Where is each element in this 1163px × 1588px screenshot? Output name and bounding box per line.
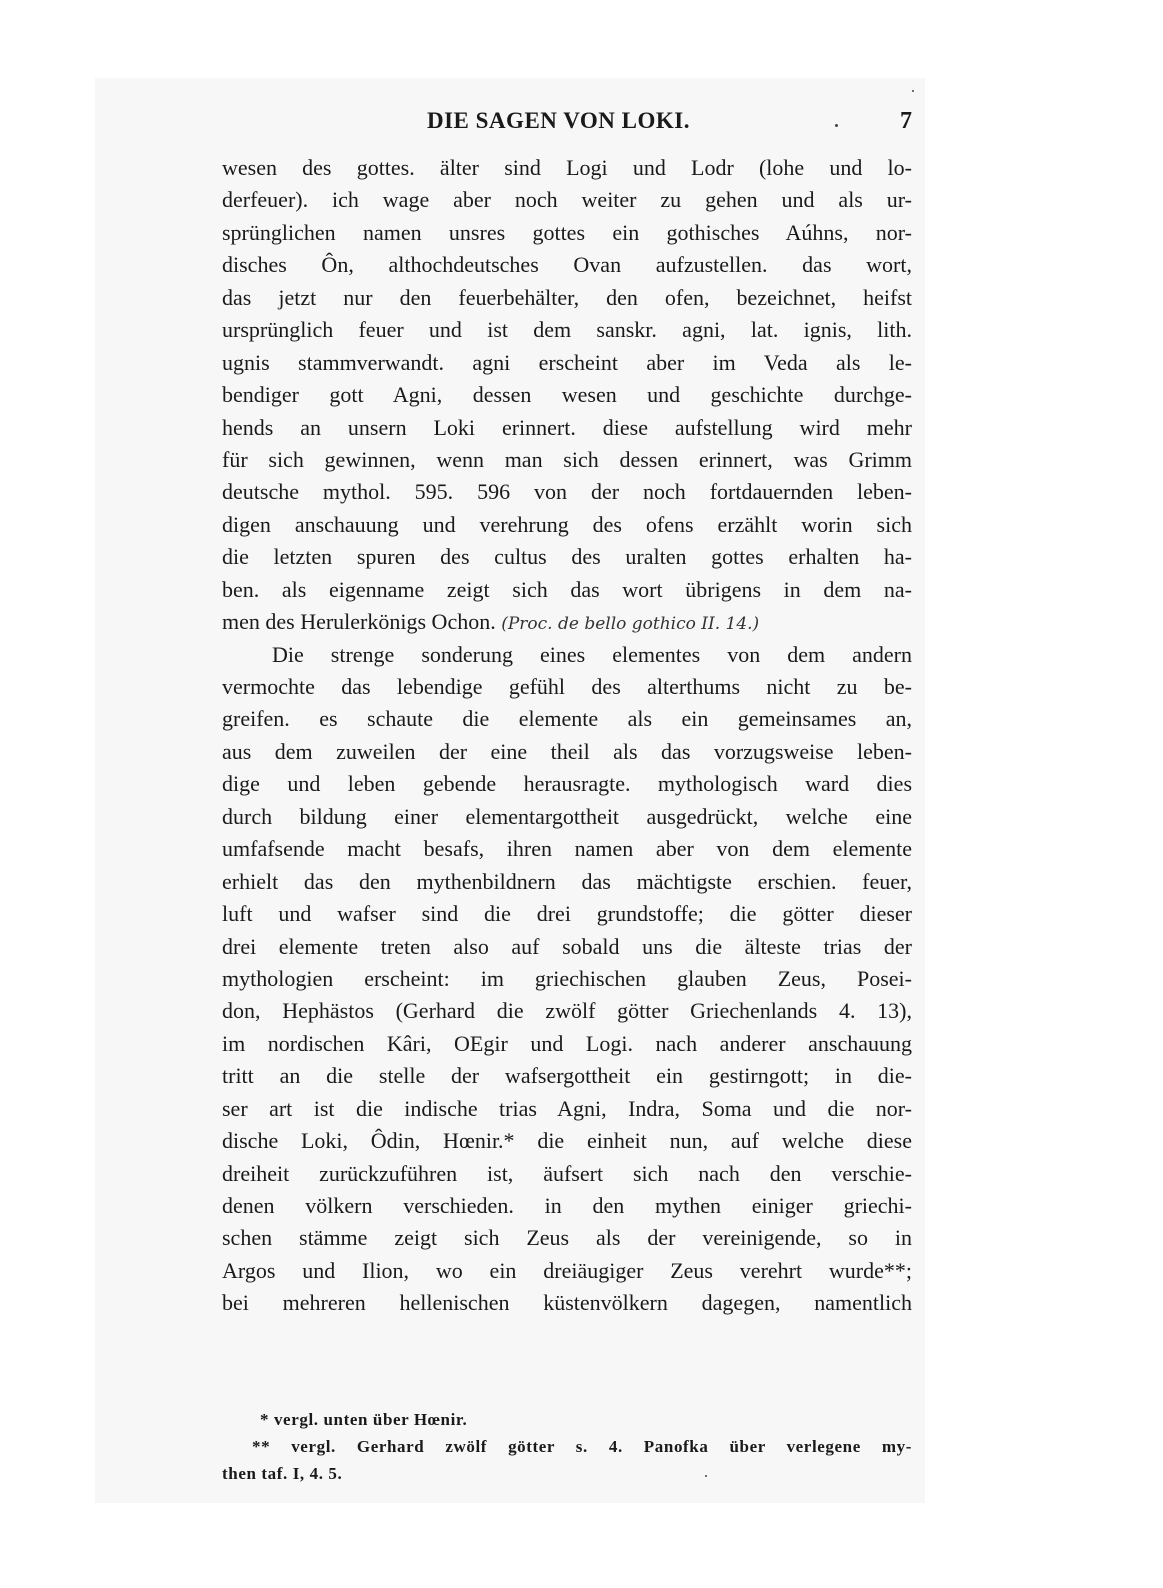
handwritten-note: (Proc. de bello gothico II. 14.) [501, 614, 760, 635]
text-line: erhielt das den mythenbildnern das mächtigste erschien. feuer, [222, 868, 912, 894]
page-header [222, 108, 912, 148]
text-line: derfeuer). ich wage aber noch weiter zu gehen und als ur- [222, 187, 912, 213]
text-line: ser art ist die indische trias Agni, Indra, Soma und die nor- [222, 1095, 912, 1121]
text-line: ugnis stammverwandt. agni erscheint aber im Veda als le- [222, 349, 912, 375]
page-number: 7 [900, 108, 912, 134]
paragraph-end-line [222, 606, 912, 638]
text-line: für sich gewinnen, wenn man sich dessen erinnert, was Grimm [222, 446, 912, 472]
scan-speck [835, 124, 838, 127]
text-line: aus dem zuweilen der eine theil als das vorzugsweise leben- [222, 738, 912, 764]
text-line: dische Loki, Ôdin, Hœnir.* die einheit nun, auf welche diese [222, 1128, 912, 1154]
text-line: luft und wafser sind die drei grundstoffe; die götter dieser [222, 901, 912, 927]
text-line: durch bildung einer elementargottheit ausgedrückt, welche eine [222, 803, 912, 829]
text-line: schen stämme zeigt sich Zeus als der vereinigende, so in [222, 1225, 912, 1251]
scan-speck [705, 1475, 707, 1477]
text-line: mythologien erscheint: im griechischen glauben Zeus, Posei- [222, 965, 912, 991]
footnote-2: ** vergl. Gerhard zwölf götter s. 4. Panofka über verlegene my- [252, 1437, 912, 1456]
text-line: denen völkern verschieden. in den mythen einiger griechi- [222, 1193, 912, 1218]
footnote-2-continuation: then taf. I, 4. 5. [222, 1464, 343, 1483]
text-line: dreiheit zurückzuführen ist, äufsert sich nach den verschie- [222, 1160, 912, 1186]
text-line: drei elemente treten also auf sobald uns die älteste trias der [222, 933, 912, 959]
text-line: wesen des gottes. älter sind Logi und Lodr (lohe und lo- [222, 155, 912, 180]
text-line: tritt an die stelle der wafsergottheit ein gestirngott; in die- [222, 1063, 912, 1089]
text-line: das jetzt nur den feuerbehälter, den ofen, bezeichnet, heifst [222, 284, 912, 310]
text-line: vermochte das lebendige gefühl des alterthums nicht zu be- [222, 674, 912, 699]
text-line: ben. als eigenname zeigt sich das wort übrigens in dem na- [222, 576, 912, 602]
text-line: umfafsende macht besafs, ihren namen aber von dem elemente [222, 836, 912, 862]
text-line: disches Ôn, althochdeutsches Ovan aufzustellen. das wort, [222, 252, 912, 278]
scan-speck [912, 90, 914, 92]
paragraph-start-line: Die strenge sonderung eines elementes von dem andern [272, 641, 912, 667]
body-text [222, 152, 912, 1320]
running-title: DIE SAGEN VON LOKI. [427, 108, 690, 133]
text-line: ursprünglich feuer und ist dem sanskr. agni, lat. ignis, lith. [222, 317, 912, 343]
text-line: hends an unsern Loki erinnert. diese aufstellung wird mehr [222, 414, 912, 440]
text-line: die letzten spuren des cultus des uralten gottes erhalten ha- [222, 544, 912, 570]
footnote-1: * vergl. unten über Hœnir. [260, 1410, 468, 1429]
text-line: digen anschauung und verehrung des ofens erzählt worin sich [222, 511, 912, 537]
text-line: deutsche mythol. 595. 596 von der noch fortdauernden leben- [222, 479, 912, 505]
footnotes [222, 1406, 912, 1487]
text-line: men des Herulerkönigs Ochon. [222, 609, 496, 635]
text-line: Argos und Ilion, wo ein dreiäugiger Zeus verehrt wurde**; [222, 1257, 912, 1283]
text-line: bendiger gott Agni, dessen wesen und geschichte durchge- [222, 382, 912, 408]
text-line: im nordischen Kâri, OEgir und Logi. nach anderer anschauung [222, 1030, 912, 1056]
text-line: bei mehreren hellenischen küstenvölkern dagegen, namentlich [222, 1290, 912, 1316]
text-line: dige und leben gebende herausragte. mythologisch ward dies [222, 771, 912, 797]
text-line: don, Hephästos (Gerhard die zwölf götter Griechenlands 4. 13), [222, 998, 912, 1024]
text-line: greifen. es schaute die elemente als ein gemeinsames an, [222, 706, 912, 732]
text-line: sprünglichen namen unsres gottes ein gothisches Aúhns, nor- [222, 219, 912, 245]
